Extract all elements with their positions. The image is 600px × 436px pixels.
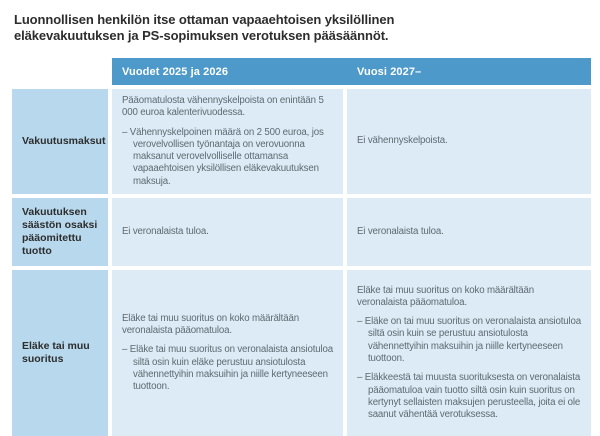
cell-paragraph: Pääomatulosta vähennyskelpoista on enintään 5 000 euroa kalenterivuodessa. <box>122 95 324 119</box>
cell-bullet: – Eläke on tai muu suoritus on veronalaista ansiotuloa siltä osin kuin se perustuu ansiotulosta vähennettyihin maksuihin ja niille kertyneeseen tuottoon. <box>357 316 581 365</box>
row-label-vakuutusmaksut: Vakuutusmaksut <box>12 89 108 194</box>
cell-paragraph: Eläke tai muu suoritus on koko määrältään veronalaista pääomatuloa. <box>357 284 534 308</box>
cell-text-block <box>122 226 333 238</box>
cell-text-block <box>357 226 581 238</box>
cell-text-block <box>122 95 333 188</box>
document-page <box>0 12 600 436</box>
cell-paragraph: Ei veronalaista tuloa. <box>357 225 444 237</box>
column-header-2027: Vuosi 2027– <box>357 65 422 78</box>
cell-paragraph: Ei veronalaista tuloa. <box>122 225 209 237</box>
cell-tuotto-2025-2026 <box>112 198 343 266</box>
page-title: Luonnollisen henkilön itse ottaman vapaaehtoisen yksilöllinen eläkevakuutuksen ja PS-sopimuksen verotuksen pääsäännöt. <box>14 12 395 43</box>
cell-suoritus-2027 <box>347 270 591 436</box>
tax-rules-table <box>12 58 591 436</box>
cell-vakuutusmaksut-2025-2026 <box>112 89 343 194</box>
cell-vakuutusmaksut-2027 <box>347 89 591 194</box>
cell-paragraph: Ei vähennyskelpoista. <box>357 135 448 147</box>
table-corner-spacer <box>12 58 108 85</box>
cell-paragraph: Eläke tai muu suoritus on koko määrältään veronalaista pääomatuloa. <box>122 312 299 336</box>
row-label-elake-tai-muu-suoritus: Eläke tai muu suoritus <box>12 270 108 436</box>
row-label-paaomitettu-tuotto: Vakuutuksen säästön osaksi pääomitettu tuotto <box>12 198 108 266</box>
cell-bullet: – Eläkkeestä tai muusta suorituksesta on veronalaista pääomatuloa vain tuotto siltä osin kuin suoritus on kertynyt sellaisten maksujen perusteella, joita ei ole saanut vähentää verotuksessa. <box>357 372 581 421</box>
cell-bullet: – Vähennyskelpoinen määrä on 2 500 euroa, jos verovelvollisen työnantaja on verovuonna maksanut verovelvolliselle ottamansa vapaaehtoisen yksilöllisen eläkevakuutuksen maksuja. <box>122 127 333 188</box>
cell-tuotto-2027 <box>347 198 591 266</box>
cell-text-block <box>122 313 333 394</box>
cell-text-block <box>357 135 581 147</box>
cell-text-block <box>357 285 581 422</box>
cell-bullet: – Eläke tai muu suoritus on veronalaista ansiotuloa siltä osin kuin eläke perustuu ansiotulosta vähennettyihin maksuihin ja niille kertyneeseen tuottoon. <box>122 344 333 393</box>
table-header-row <box>112 58 591 85</box>
cell-suoritus-2025-2026 <box>112 270 343 436</box>
column-header-2025-2026: Vuodet 2025 ja 2026 <box>122 65 229 78</box>
